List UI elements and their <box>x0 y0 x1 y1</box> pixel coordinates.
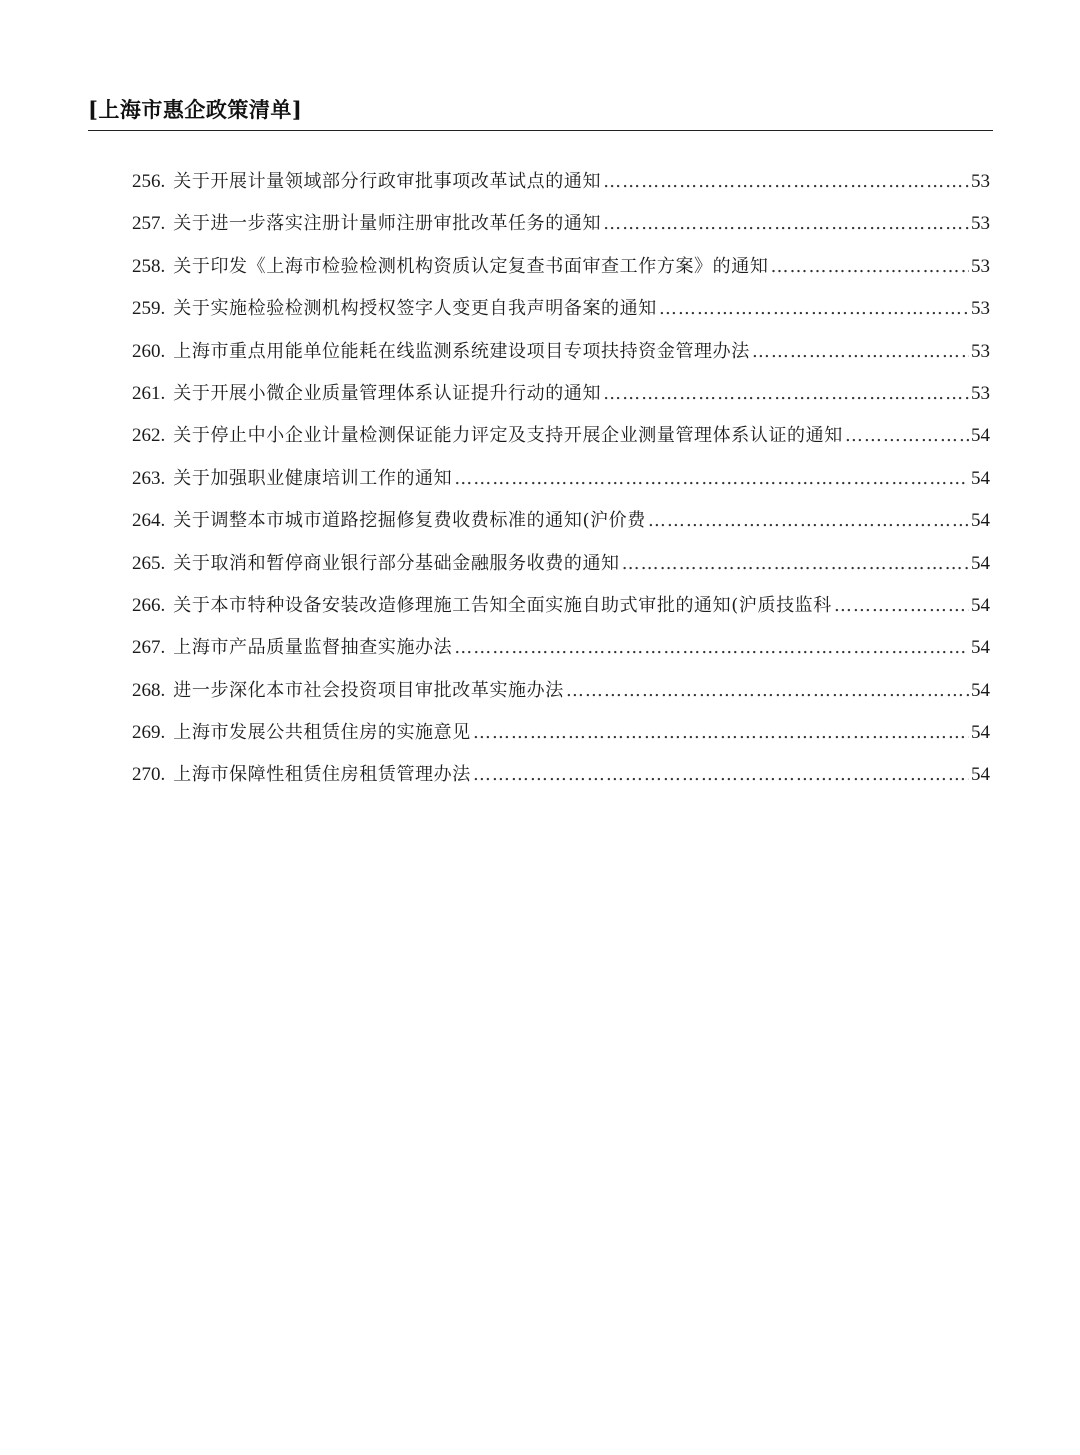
dot-leader <box>603 167 969 197</box>
toc-entry-270[interactable] <box>132 760 990 802</box>
entry-number: 266. <box>132 594 166 616</box>
entry-page-number: 53 <box>971 213 990 235</box>
toc-entry-269[interactable] <box>132 718 990 760</box>
dot-leader <box>659 294 969 324</box>
entry-page-number: 53 <box>971 340 990 362</box>
table-of-contents <box>132 167 990 803</box>
entry-title: 关于本市特种设备安装改造修理施工告知全面实施自助式审批的通知(沪质技监科 <box>173 594 832 616</box>
document-title: [上海市惠企政策清单] <box>88 97 303 122</box>
dot-leader <box>603 209 969 239</box>
entry-page-number: 54 <box>971 679 990 701</box>
toc-entry-263[interactable] <box>132 464 990 506</box>
entry-title: 上海市发展公共租赁住房的实施意见 <box>173 722 471 744</box>
entry-number: 265. <box>132 552 166 574</box>
entry-title: 关于开展小微企业质量管理体系认证提升行动的通知 <box>173 382 602 404</box>
page-header <box>88 96 993 131</box>
entry-number: 256. <box>132 171 166 192</box>
dot-leader <box>752 337 969 367</box>
entry-title: 关于停止中小企业计量检测保证能力评定及支持开展企业测量管理体系认证的通知 <box>173 425 843 447</box>
dot-leader <box>473 760 969 790</box>
entry-page-number: 54 <box>971 552 990 574</box>
entry-page-number: 54 <box>971 510 990 532</box>
entry-title: 上海市重点用能单位能耗在线监测系统建设项目专项扶持资金管理办法 <box>173 340 750 362</box>
entry-page-number: 53 <box>971 382 990 404</box>
dot-leader <box>770 252 969 282</box>
entry-page-number: 54 <box>971 764 990 786</box>
entry-page-number: 54 <box>971 594 990 616</box>
entry-title: 上海市产品质量监督抽查实施办法 <box>173 637 453 659</box>
entry-page-number: 54 <box>971 722 990 744</box>
entry-number: 257. <box>132 213 166 235</box>
entry-number: 263. <box>132 467 166 489</box>
dot-leader <box>566 676 969 706</box>
toc-entry-267[interactable] <box>132 633 990 675</box>
toc-entry-266[interactable] <box>132 591 990 633</box>
entry-title: 关于实施检验检测机构授权签字人变更自我声明备案的通知 <box>173 298 657 320</box>
toc-entry-259[interactable] <box>132 294 990 336</box>
toc-entry-265[interactable] <box>132 549 990 591</box>
toc-entry-264[interactable] <box>132 506 990 548</box>
entry-title: 进一步深化本市社会投资项目审批改革实施办法 <box>173 679 564 701</box>
entry-page-number: 53 <box>971 298 990 320</box>
entry-number: 268. <box>132 679 166 701</box>
dot-leader <box>473 718 969 748</box>
entry-page-number: 53 <box>971 171 990 192</box>
entry-title: 关于取消和暂停商业银行部分基础金融服务收费的通知 <box>173 552 620 574</box>
toc-entry-260[interactable] <box>132 337 990 379</box>
dot-leader <box>603 379 969 409</box>
entry-number: 260. <box>132 340 166 362</box>
toc-entry-257[interactable] <box>132 209 990 251</box>
entry-number: 264. <box>132 510 166 532</box>
entry-number: 261. <box>132 382 166 404</box>
entry-title: 关于加强职业健康培训工作的通知 <box>173 467 453 489</box>
entry-number: 270. <box>132 764 166 786</box>
dot-leader <box>648 506 969 536</box>
entry-number: 267. <box>132 637 166 659</box>
entry-title: 关于印发《上海市检验检测机构资质认定复查书面审查工作方案》的通知 <box>173 255 769 277</box>
toc-entry-258[interactable] <box>132 252 990 294</box>
entry-number: 262. <box>132 425 166 447</box>
entry-page-number: 54 <box>971 637 990 659</box>
entry-title: 上海市保障性租赁住房租赁管理办法 <box>173 764 471 786</box>
dot-leader <box>454 633 969 663</box>
entry-title: 关于进一步落实注册计量师注册审批改革任务的通知 <box>173 213 602 235</box>
toc-entry-261[interactable] <box>132 379 990 421</box>
entry-number: 259. <box>132 298 166 320</box>
toc-entry-262[interactable] <box>132 421 990 463</box>
dot-leader <box>834 591 969 621</box>
entry-title: 关于调整本市城市道路挖掘修复费收费标准的通知(沪价费 <box>173 510 646 532</box>
entry-page-number: 53 <box>971 255 990 277</box>
dot-leader <box>454 464 969 494</box>
entry-number: 258. <box>132 255 166 277</box>
entry-page-number: 54 <box>971 425 990 447</box>
dot-leader <box>622 549 969 579</box>
dot-leader <box>845 421 969 451</box>
entry-page-number: 54 <box>971 467 990 489</box>
toc-entry-268[interactable] <box>132 676 990 718</box>
entry-number: 269. <box>132 722 166 744</box>
entry-title: 关于开展计量领域部分行政审批事项改革试点的通知 <box>173 171 602 192</box>
toc-entry-256[interactable] <box>132 167 990 209</box>
